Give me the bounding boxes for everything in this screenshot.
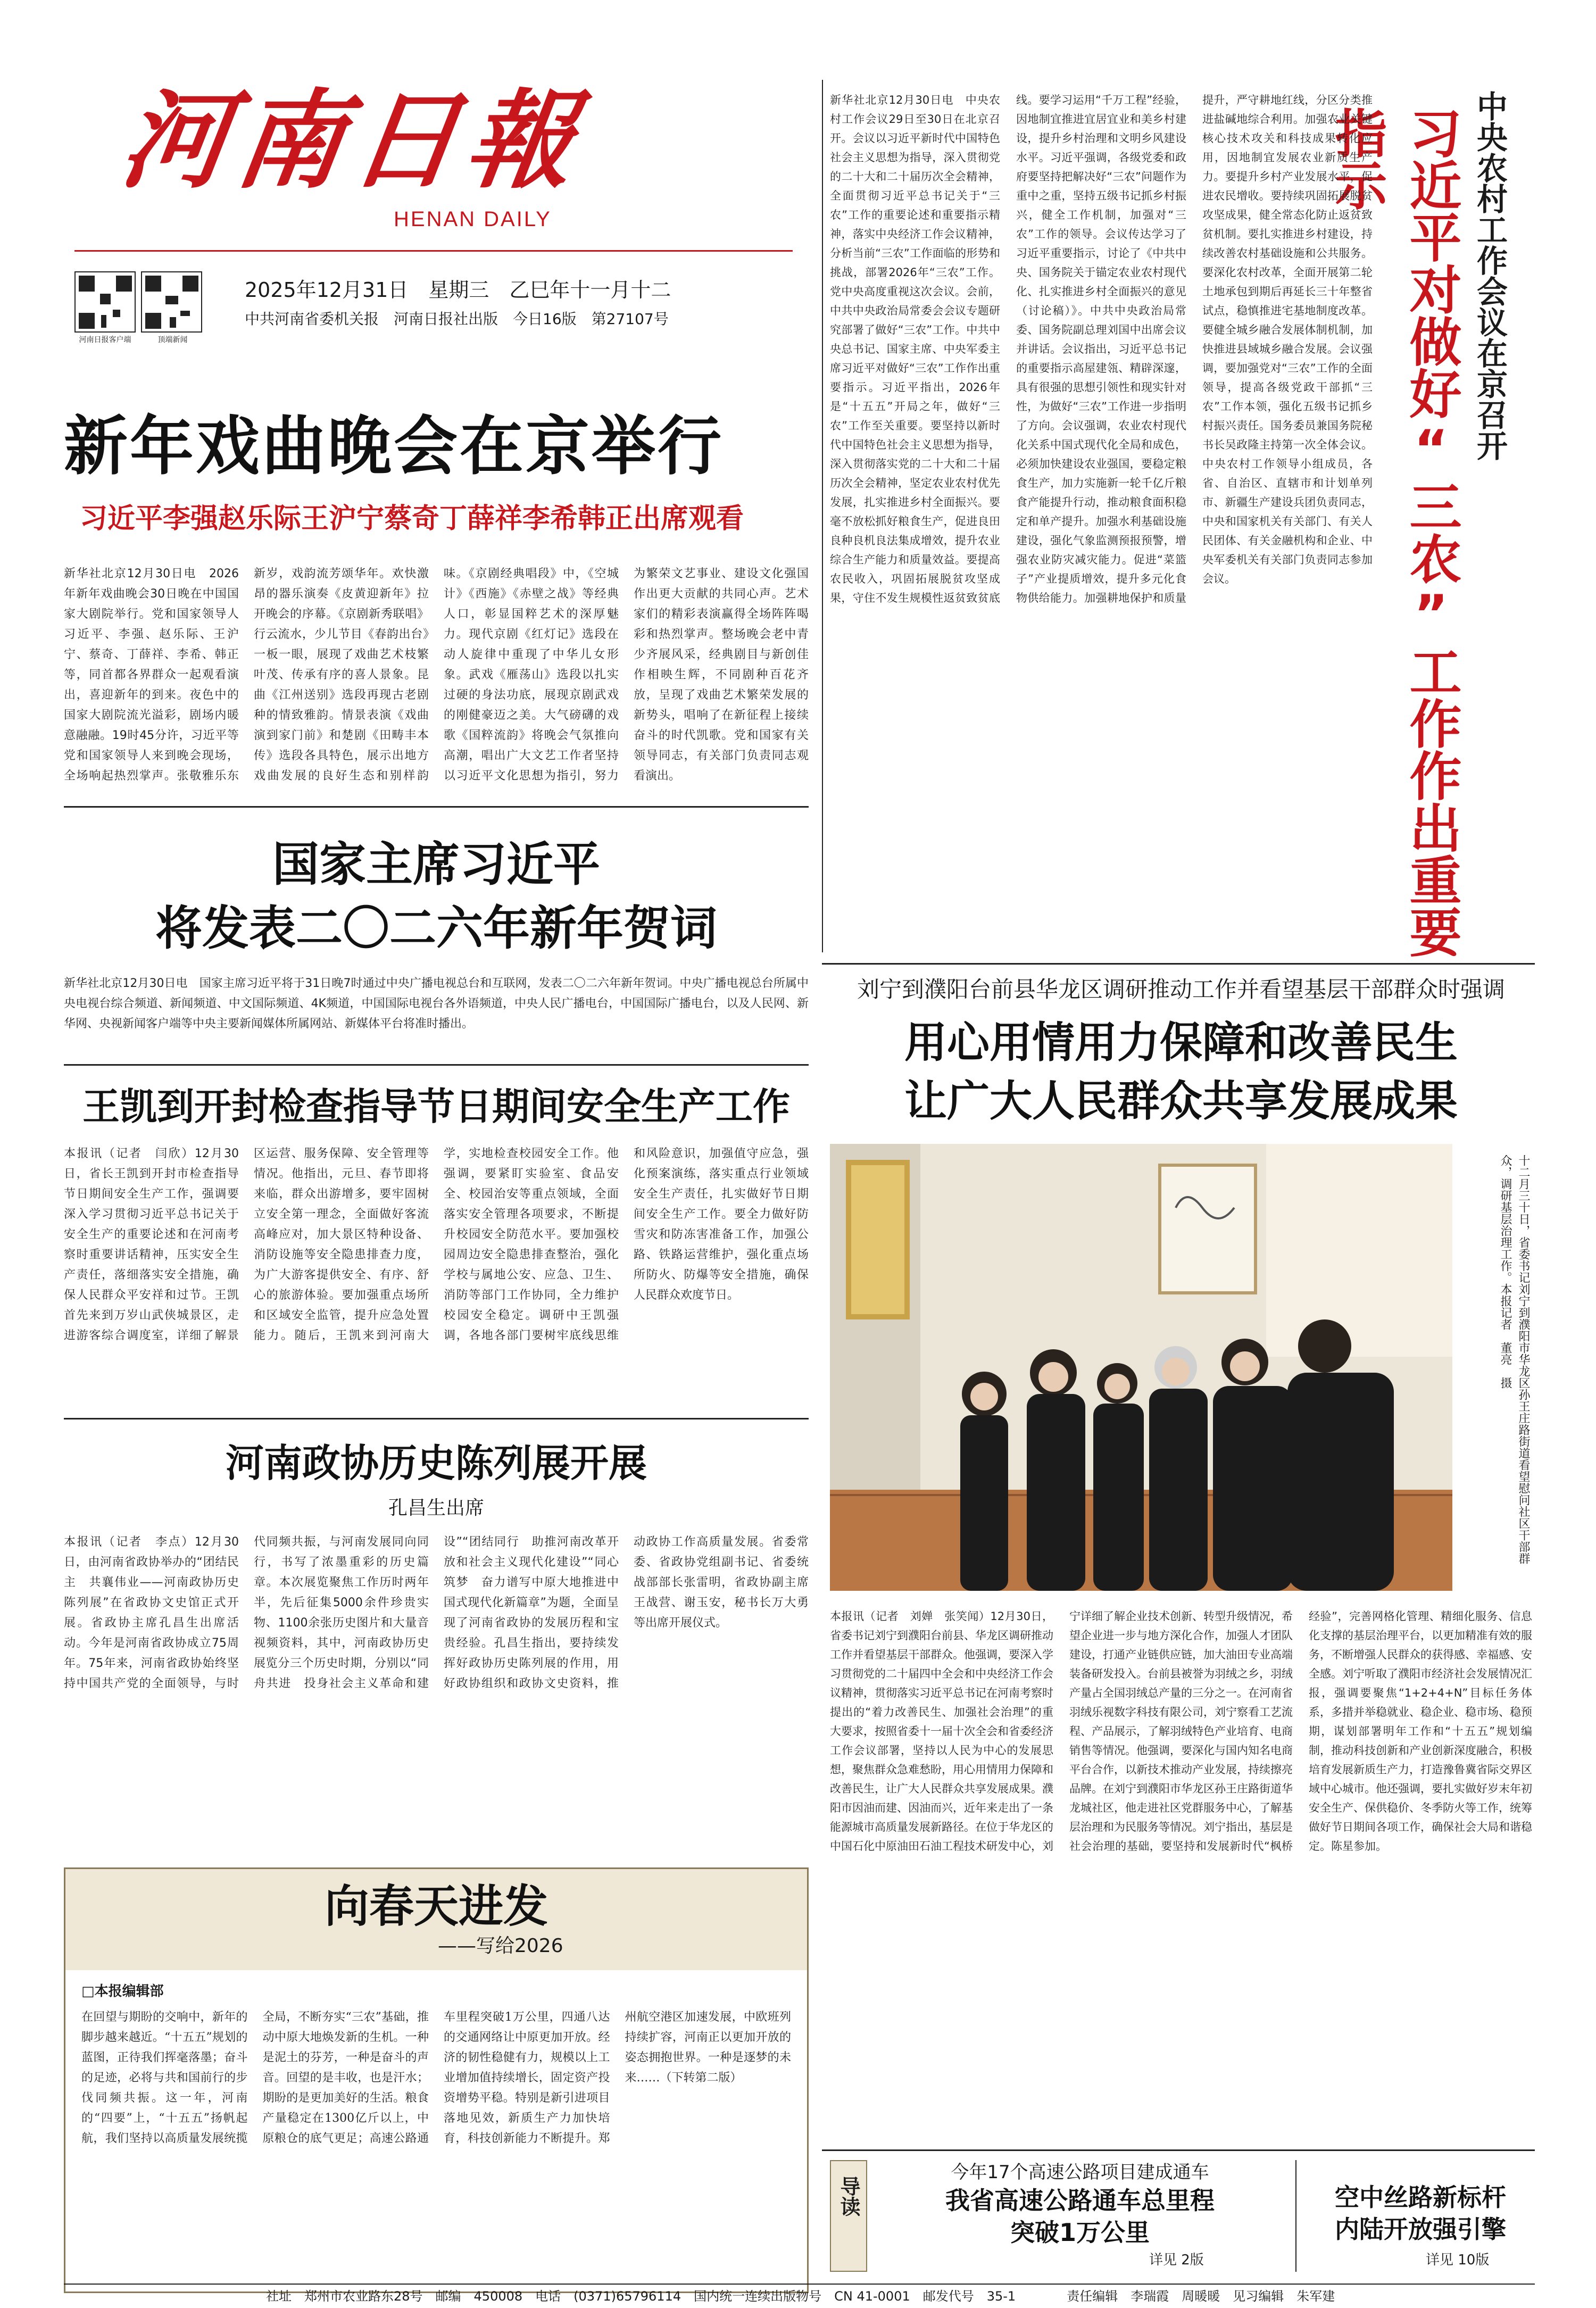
lead-body: 新华社北京12月30日电 2026年新年戏曲晚会30日晚在中国国家大剧院举行。党和国家领导人习近平、李强、赵乐际、王沪宁、蔡奇、丁薛祥、李希、韩正等，同首都各界群众一起观看演出，喜迎新年的到来。夜色中的国家大剧院流光溢彩，剧场内暖意融融。19时45分许，习近平等党和国家领导人来到晚会现场，全场响起热烈掌声。张敬雅乐东新岁，戏韵流芳颂华年。欢快激昂的器乐演奏《皮黄迎新年》拉开晚会的序幕。《京剧新秀联唱》行云流水，少儿节目《春韵出台》一板一眼，展现了戏曲艺术枝繁叶茂、传承有序的喜人景象。昆曲《江州送别》选段再现古老剧种的情致雅韵。情景表演《戏曲演到家门前》和楚剧《田畴丰本传》选段各具特色，展示出地方戏曲发展的良好生态和别样韵味。《京剧经典唱段》中，《空城计》《西施》《赤壁之战》等经典人口，彰显国粹艺术的深厚魅力。现代京剧《红灯记》选段在动人旋律中重现了中华儿女形象。武戏《雁荡山》选段以扎实过硬的身法功底，展现京剧武戏的刚健豪迈之美。大气磅礴的戏歌《国粹流韵》将晚会气氛推向高潮，唱出广大文艺工作者坚持以习近平文化思想为指引，努力为繁荣文艺事业、建设文化强国作出更大贡献的共同心声。艺术家们的精彩表演赢得全场阵阵喝彩和热烈掌声。整场晚会老中青少齐展风采，经典剧目与新创佳作相映生辉，不同剧种百花齐放，呈现了戏曲艺术繁荣发展的新势头，唱响了在新征程上接续奋斗的时代凯歌。党和国家有关领导同志，有关部门负责同志观看演出。 bbox=[64, 567, 809, 783]
photo-caption: 十二月三十日，省委书记刘宁到濮阳市华龙区孙王庄路街道看望慰问社区干部群众，调研基层治理工作。本报记者 董亮 摄 bbox=[1499, 1155, 1530, 1564]
liu-headline: 用心用情用力保障和改善民生 bbox=[904, 1018, 1458, 1067]
farm-headline: 习近平对做好“三农”工作作出重要指示 bbox=[1326, 106, 1461, 958]
wang-headline: 王凯到开封检查指导节日期间安全生产工作 bbox=[82, 1085, 790, 1128]
spring-box bbox=[64, 1867, 809, 2293]
wang-body: 本报讯（记者 闫欣）12月30日，省长王凯到开封市检查指导节日期间安全生产工作，强调要深入学习贯彻习近平总书记关于安全生产的重要论述和在河南考察时重要讲话精神，压实安全生产责任，落细落实安全措施，确保人民群众平安祥和过节。王凯首先来到万岁山武侠城景区，走进游客综合调度室，详细了解景区运营、服务保障、安全管理等情况。他指出，元旦、春节即将来临，群众出游增多，要牢固树立安全第一理念，全面做好客流高峰应对，加大景区特种设备、消防设施等安全隐患排查力度，为广大游客提供安全、有序、舒心的旅游体验。要加强重点场所和区域安全监管，提升应急处置能力。随后，王凯来到河南大学，实地检查校园安全工作。他强调，要紧盯实验室、食品安全、校园治安等重点领域，全面落实安全管理各项要求，不断提升校园安全防范水平。要加强校园周边安全隐患排查整治，强化学校与属地公安、应急、卫生、消防等部门工作协同，全力维护校园安全稳定。调研中王凯强调，各地各部门要树牢底线思维和风险意识，加强值守应急，强化预案演练，落实重点行业领域安全生产责任，扎实做好节日期间安全生产工作。要全力做好防雪灾和防冻害准备工作，加强公路、铁路运营维护，强化重点场所防火、防爆等安全措施，确保人民群众欢度节日。 bbox=[64, 1147, 809, 1342]
spring-body: 在回望与期盼的交响中，新年的脚步越来越近。“十五五”规划的蓝图，正待我们挥毫落墨；奋斗的足迹，必将与共和国前行的步伐同频共振。这一年，河南的“四要”上，“十五五”扬帆起航，我们坚持以高质量发展统揽全局，不断夯实“三农”基础，推动中原大地焕发新的生机。一种是泥土的芬芳，一种是奋斗的声音。回望的是丰收，也是汗水；期盼的是更加美好的生活。粮食产量稳定在1300亿斤以上，中原粮仓的底气更足；高速公路通车里程突破1万公里，四通八达的交通网络让中原更加开放。经济的韧性稳健有力，规模以上工业增加值持续增长，固定资产投资增势平稳。特别是新引进项目落地见效，新质生产力加快培育，科技创新能力不断提升。郑州航空港区加速发展，中欧班列持续扩容，河南正以更加开放的姿态拥抱世界。一种是逐梦的未来……（下转第二版） bbox=[81, 2011, 791, 2145]
spring-headline: 向春天进发 bbox=[324, 1880, 548, 1932]
qr-label: 河南日报客户端 bbox=[79, 336, 131, 344]
farm-overline: 中央农村工作会议在京召开 bbox=[1472, 90, 1508, 461]
org-line: 中共河南省委机关报 河南日报社出版 今日16版 第27107号 bbox=[245, 310, 669, 328]
guide-item-ref[interactable]: 详见 2版 bbox=[1149, 2252, 1204, 2268]
spring-sub: ——写给2026 bbox=[438, 1935, 563, 1957]
guide-item-headline[interactable]: 我省高速公路通车总里程 bbox=[945, 2186, 1215, 2215]
spring-byline: □本报编辑部 bbox=[81, 1983, 164, 1999]
footer-line: 社址 郑州市农业路东28号 邮编 450008 电话 (0371)65796114 国内统一连续出版物号 CN 41-0001 邮发代号 35-1 责任编辑 李瑞霞 周暖暖 见习编辑 朱军建 bbox=[266, 2289, 1335, 2304]
qr-code bbox=[141, 271, 202, 333]
greeting-headline: 将发表二〇二六年新年贺词 bbox=[155, 901, 717, 956]
guide-item-top: 今年17个高速公路项目建成通车 bbox=[951, 2162, 1209, 2183]
lead-headline: 新年戏曲晚会在京举行 bbox=[64, 410, 724, 484]
cppcc-body: 本报讯（记者 李点）12月30日，由河南省政协举办的“团结民主 共襄伟业——河南政协历史陈列展”在省政协文史馆正式开展。省政协主席孔昌生出席活动。今年是河南省政协成立75周年。75年来，河南省政协始终坚持中国共产党的全面领导，与时代同频共振，与河南发展同向同行，书写了浓墨重彩的历史篇章。本次展览聚焦工作历时两年半，先后征集5000余件珍贵实物、1100余张历史图片和大量音视频资料，其中，河南政协历史展览分三个历史时期，分别以“同舟共进 投身社会主义革命和建设”“团结同行 助推河南改革开放和社会主义现代化建设”“同心筑梦 奋力谱写中原大地推进中国式现代化新篇章”为题，全面呈现了河南省政协的发展历程和宝贵经验。孔昌生指出，要持续发挥好政协历史陈列展的作用，用好政协组织和政协文史资料，推动政协工作高质量发展。省委常委、省政协党组副书记、省委统战部部长张雷明，省政协副主席王战营、谢玉安，秘书长万大勇等出席开展仪式。 bbox=[64, 1535, 809, 1690]
qr-label: 顶端新闻 bbox=[157, 336, 188, 344]
cppcc-sub: 孔昌生出席 bbox=[388, 1497, 484, 1519]
news-photo bbox=[830, 1144, 1452, 1591]
qr-code bbox=[74, 271, 136, 333]
liu-headline: 让广大人民群众共享发展成果 bbox=[904, 1076, 1458, 1126]
greeting-headline: 国家主席习近平 bbox=[272, 837, 600, 892]
guide-item-headline[interactable]: 突破1万公里 bbox=[1010, 2218, 1150, 2247]
greeting-body: 新华社北京12月30日电 国家主席习近平将于31日晚7时通过中央广播电视总台和互联网，发表二〇二六年新年贺词。中央广播电视总台所属中央电视台综合频道、新闻频道、中文国际频道、4K频道，中国国际电视台各外语频道，中央人民广播电台，中国国际广播电台，以及人民网、新华网、央视新闻客户端等中央主要新闻媒体所属网站、新媒体平台将准时播出。 bbox=[64, 977, 809, 1031]
guide-item-headline[interactable]: 空中丝路新标杆 bbox=[1335, 2183, 1506, 2212]
liu-overline: 刘宁到濮阳台前县华龙区调研推动工作并看望基层干部群众时强调 bbox=[857, 976, 1505, 1002]
guide-item-headline[interactable]: 内陆开放强引擎 bbox=[1335, 2215, 1506, 2244]
farm-body: 新华社北京12月30日电 中央农村工作会议29日至30日在北京召开。会议以习近平新时代中国特色社会主义思想为指导，深入贯彻党的二十大和二十届历次全会精神，全面贯彻习近平总书记关于“三农”工作的重要论述和重要指示精神，落实中央经济工作会议精神，分析当前“三农”工作面临的形势和挑战，部署2026年“三农”工作。党中央高度重视这次会议。会前，中共中央政治局常委会会议专题研究部署了做好“三农”工作。中共中央总书记、国家主席、中央军委主席习近平对做好“三农”工作作出重要指示。习近平指出，2026年是“十五五”开局之年，做好“三农”工作至关重要。要坚持以新时代中国特色社会主义思想为指导，深入贯彻落实党的二十大和二十届历次全会精神，坚定农业农村优先发展，扎实推进乡村全面振兴。要毫不放松抓好粮食生产，促进良田良种良机良法集成增效，提升农业综合生产能力和质量效益。要提高农民收入，巩固拓展脱贫攻坚成果，守住不发生规模性返贫致贫底线。要学习运用“千万工程”经验，因地制宜推进宜居宜业和美乡村建设，提升乡村治理和文明乡风建设水平。习近平强调，各级党委和政府要坚持把解决好“三农”问题作为重中之重，坚持五级书记抓乡村振兴，健全工作机制，加强对“三农”工作的领导。会议传达学习了习近平重要指示，讨论了《中共中央、国务院关于锚定农业农村现代化、扎实推进乡村全面振兴的意见（讨论稿）》。中共中央政治局常委、国务院副总理刘国中出席会议并讲话。会议指出，习近平总书记的重要指示高屋建瓴、精辟深邃，具有很强的思想引领性和现实针对性，为做好“三农”工作进一步指明了方向。会议强调，农业农村现代化关系中国式现代化全局和成色，必须加快建设农业强国，要稳定粮食生产，加力实施新一轮千亿斤粮食产能提升行动，推动粮食面积稳定和单产提升。加强水利基础设施建设，强化气象监测预报预警，增强农业防灾减灾能力。促进“菜篮子”产业提质增效，提升多元化食物供给能力。加强耕地保护和质量提升，严守耕地红线，分区分类推进盐碱地综合利用。加强农业关键核心技术攻关和科技成果转化应用，因地制宜发展农业新质生产力。要提升乡村产业发展水平，促进农民增收。要持续巩固拓展脱贫攻坚成果，健全常态化防止返贫致贫机制。要扎实推进乡村建设，持续改善农村基础设施和公共服务。要深化农村改革，全面开展第二轮土地承包到期后再延长三十年整省试点，稳慎推进宅基地制度改革。要健全城乡融合发展体制机制，加快推进县域城乡融合发展。会议强调，要加强党对“三农”工作的全面领导，提高各级党政干部抓“三农”工作本领，强化五级书记抓乡村振兴责任。国务委员兼国务院秘书长吴政隆主持第一次全体会议。中央农村工作领导小组成员，各省、自治区、直辖市和计划单列市、新疆生产建设兵团负责同志，中央和国家机关有关部门、有关人民团体、有关金融机构和企业、中央军委机关有关部门负责同志参加会议。 bbox=[830, 94, 1373, 604]
guide-item-ref[interactable]: 详见 10版 bbox=[1426, 2252, 1490, 2268]
liu-body: 本报讯（记者 刘婵 张笑闻）12月30日，省委书记刘宁到濮阳台前县、华龙区调研推动工作并看望基层干部群众。他强调，要深入学习贯彻党的二十届四中全会和中央经济工作会议精神，贯彻落实习近平总书记在河南考察时提出的“着力改善民生、加强社会治理”的重大要求，按照省委十一届十次全会和省委经济工作会议部署，坚持以人民为中心的发展思想，聚焦群众急难愁盼，用心用情用力保障和改善民生，让广大人民群众共享发展成果。濮阳市因油而建、因油而兴，近年来走出了一条能源城市高质量发展新路径。在位于华龙区的中国石化中原油田石油工程技术研发中心，刘宁详细了解企业技术创新、转型升级情况，希望企业进一步与地方深化合作，加强人才团队建设，打通产业链供应链，加大油田专业高端装备研发投入。台前县被誉为羽绒之乡，羽绒产量占全国羽绒总产量的三分之一。在河南省羽绒乐视数字科技有限公司，刘宁察看工艺流程、产品展示，了解羽绒特色产业培育、电商销售等情况。他强调，要深化与国内知名电商平台合作，以新技术推动产业发展，持续擦亮品牌。在刘宁到濮阳市华龙区孙王庄路街道华龙城社区，他走进社区党群服务中心，了解基层治理和为民服务等情况。刘宁指出，基层是社会治理的基础，要坚持和发展新时代“枫桥经验”，完善网格化管理、精细化服务、信息化支撑的基层治理平台，以更加精准有效的服务，不断增强人民群众的获得感、幸福感、安全感。刘宁听取了濮阳市经济社会发展情况汇报，强调要聚焦“1+2+4+N”目标任务体系，多措并举稳就业、稳企业、稳市场、稳预期，谋划部署明年工作和“十五五”规划编制，推动科技创新和产业创新深度融合，积极培育发展新质生产力，打造豫鲁冀省际交界区域中心城市。他还强调，要扎实做好岁末年初安全生产、保供稳价、冬季防火等工作，统筹做好节日期间各项工作，确保社会大局和谐稳定。陈星参加。 bbox=[830, 1610, 1532, 1853]
masthead-title: 河南日報 bbox=[113, 78, 591, 203]
masthead-subtitle: HENAN DAILY bbox=[394, 207, 552, 231]
lead-subhead: 习近平李强赵乐际王沪宁蔡奇丁薛祥李希韩正出席观看 bbox=[80, 503, 744, 535]
guide-box bbox=[830, 2160, 1532, 2272]
date-line: 2025年12月31日 星期三 乙巳年十一月十二 bbox=[245, 278, 671, 302]
cppcc-headline: 河南政协历史陈列展开展 bbox=[225, 1441, 647, 1485]
guide-label: 导读 bbox=[837, 2176, 860, 2216]
